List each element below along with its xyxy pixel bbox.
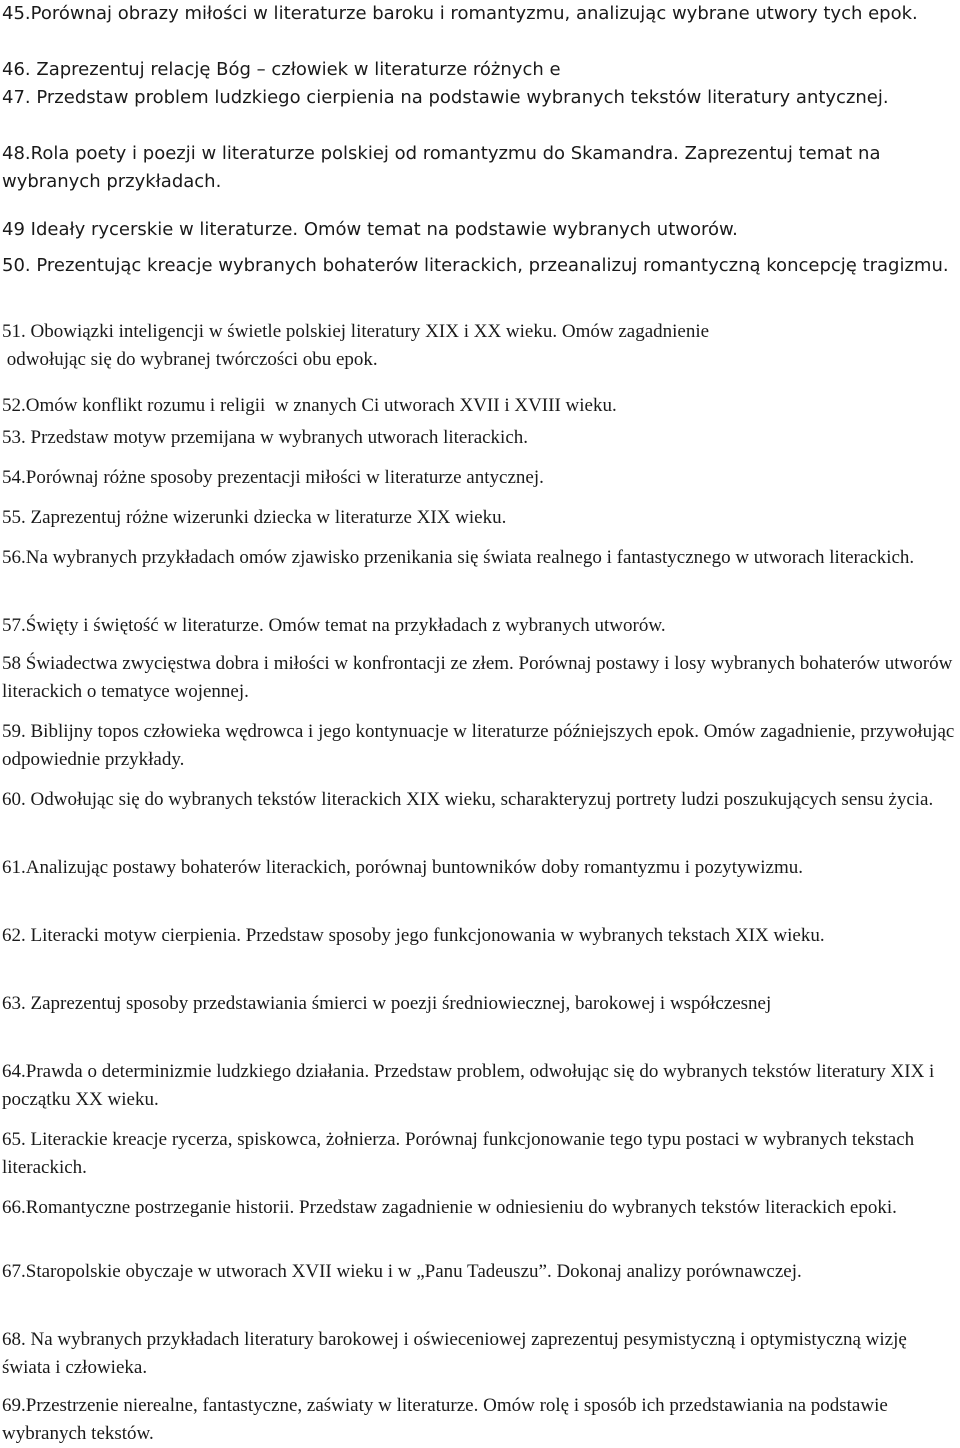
question-number: 65. bbox=[2, 1129, 31, 1150]
question-text: Zaprezentuj różne wizerunki dziecka w literaturze XIX wieku. bbox=[30, 507, 507, 528]
question-number: 46. bbox=[2, 59, 37, 80]
question-item bbox=[2, 84, 956, 112]
question-number: 53. bbox=[2, 427, 31, 448]
question-text: Prezentując kreacje wybranych bohaterów literackich, przeanalizuj romantyczną koncepcję tragizmu. bbox=[36, 255, 949, 276]
question-number: 60. bbox=[2, 789, 31, 810]
question-number: 55. bbox=[2, 507, 31, 528]
question-item bbox=[2, 1258, 956, 1286]
question-item bbox=[2, 504, 956, 532]
question-text: Literacki motyw cierpienia. Przedstaw sposoby jego funkcjonowania w wybranych tekstach XIX wieku. bbox=[30, 925, 825, 946]
question-text: Prawda o determinizmie ludzkiego działania. Przedstaw problem, odwołując się do wybranych tekstów literatury XIX i początku XX wieku. bbox=[2, 1061, 940, 1110]
question-item bbox=[2, 0, 956, 28]
question-item bbox=[2, 1126, 956, 1182]
question-item bbox=[2, 854, 956, 882]
question-item bbox=[2, 650, 956, 706]
question-item bbox=[2, 718, 960, 774]
question-item bbox=[2, 990, 956, 1018]
question-item bbox=[2, 612, 956, 640]
question-number: 63. bbox=[2, 993, 31, 1014]
question-text: Porównaj różne sposoby prezentacji miłości w literaturze antycznej. bbox=[25, 467, 544, 488]
question-number: 54. bbox=[2, 467, 26, 488]
question-text: Zaprezentuj sposoby przedstawiania śmierci w poezji średniowiecznej, barokowej i współczesnej bbox=[30, 993, 772, 1014]
question-text: Zaprezentuj relację Bóg – człowiek w literaturze różnych e bbox=[36, 59, 561, 80]
question-number: 45. bbox=[2, 3, 31, 24]
question-text: Rola poety i poezji w literaturze polskiej od romantyzmu do Skamandra. Zaprezentuj temat na wybranych przykładach. bbox=[2, 143, 887, 192]
question-number: 57. bbox=[2, 615, 26, 636]
question-text: Przedstaw motyw przemijana w wybranych utworach literackich. bbox=[30, 427, 529, 448]
question-text: Na wybranych przykładach omów zjawisko przenikania się świata realnego i fantastycznego w utworach literackich. bbox=[25, 547, 915, 568]
question-number: 62. bbox=[2, 925, 31, 946]
question-item bbox=[2, 922, 956, 950]
question-item bbox=[2, 252, 956, 280]
question-item bbox=[2, 318, 956, 374]
question-text: Przedstaw problem ludzkiego cierpienia na podstawie wybranych tekstów literatury antycznej. bbox=[36, 87, 889, 108]
question-text: Staropolskie obyczaje w utworach XVII wieku i w „Panu Tadeuszu”. Dokonaj analizy porównawczej. bbox=[25, 1261, 802, 1282]
question-item bbox=[2, 1392, 956, 1448]
question-number: 49 bbox=[2, 219, 31, 240]
question-item bbox=[2, 56, 956, 84]
question-number: 66. bbox=[2, 1197, 26, 1218]
question-item bbox=[2, 786, 956, 814]
question-number: 52. bbox=[2, 395, 26, 416]
question-text: Porównaj obrazy miłości w literaturze baroku i romantyzmu, analizując wybrane utwory tych epok. bbox=[30, 3, 918, 24]
question-item bbox=[2, 1194, 956, 1222]
question-text: Świadectwa zwycięstwa dobra i miłości w konfrontacji ze złem. Porównaj postawy i losy wybranych bohaterów utworów literackich o tematyce wojennej. bbox=[2, 653, 958, 702]
question-item bbox=[2, 424, 956, 452]
question-text: Ideały rycerskie w literaturze. Omów temat na podstawie wybranych utworów. bbox=[30, 219, 738, 240]
question-item bbox=[2, 216, 956, 244]
question-text: Przestrzenie nierealne, fantastyczne, zaświaty w literaturze. Omów rolę i sposób ich przedstawiania na podstawie wybranych tekstów. bbox=[2, 1395, 893, 1444]
question-number: 67. bbox=[2, 1261, 26, 1282]
question-number: 48. bbox=[2, 143, 31, 164]
question-item bbox=[2, 140, 956, 196]
question-number: 68. bbox=[2, 1329, 31, 1350]
question-text: Odwołując się do wybranych tekstów literackich XIX wieku, scharakteryzuj portrety ludzi poszukujących sensu życia. bbox=[30, 789, 934, 810]
question-item bbox=[2, 464, 956, 492]
question-number: 61. bbox=[2, 857, 26, 878]
question-text: Biblijny topos człowieka wędrowca i jego kontynuacje w literaturze późniejszych epok. Omów zagadnienie, przywołując odpowiednie przykłady. bbox=[2, 721, 960, 770]
question-number: 47. bbox=[2, 87, 37, 108]
question-text: Na wybranych przykładach literatury barokowej i oświeceniowej zaprezentuj pesymistyczną i optymistyczną wizję świata i człowieka. bbox=[2, 1329, 912, 1378]
question-text: Analizując postawy bohaterów literackich, porównaj buntowników doby romantyzmu i pozytywizmu. bbox=[25, 857, 803, 878]
question-text: Romantyczne postrzeganie historii. Przedstaw zagadnienie w odniesieniu do wybranych tekstów literackich epoki. bbox=[25, 1197, 897, 1218]
question-number: 64. bbox=[2, 1061, 26, 1082]
question-text: Święty i świętość w literaturze. Omów temat na przykładach z wybranych utworów. bbox=[25, 615, 666, 636]
question-number: 51. bbox=[2, 321, 31, 342]
question-number: 56. bbox=[2, 547, 26, 568]
question-text: Literackie kreacje rycerza, spiskowca, żołnierza. Porównaj funkcjonowanie tego typu postaci w wybranych tekstach literackich. bbox=[2, 1129, 919, 1178]
question-item bbox=[2, 1058, 956, 1114]
question-text: Obowiązki inteligencji w świetle polskiej literatury XIX i XX wieku. Omów zagadnienie odwołując się do wybranej twórczości obu epok. bbox=[6, 321, 710, 370]
question-number: 59. bbox=[2, 721, 31, 742]
question-item bbox=[2, 1326, 956, 1382]
question-item bbox=[2, 392, 956, 420]
question-text: Omów konflikt rozumu i religii w znanych Ci utworach XVII i XVIII wieku. bbox=[25, 395, 617, 416]
question-number: 58 bbox=[2, 653, 26, 674]
question-number: 69. bbox=[2, 1395, 26, 1416]
question-number: 50. bbox=[2, 255, 37, 276]
question-item bbox=[2, 544, 956, 572]
